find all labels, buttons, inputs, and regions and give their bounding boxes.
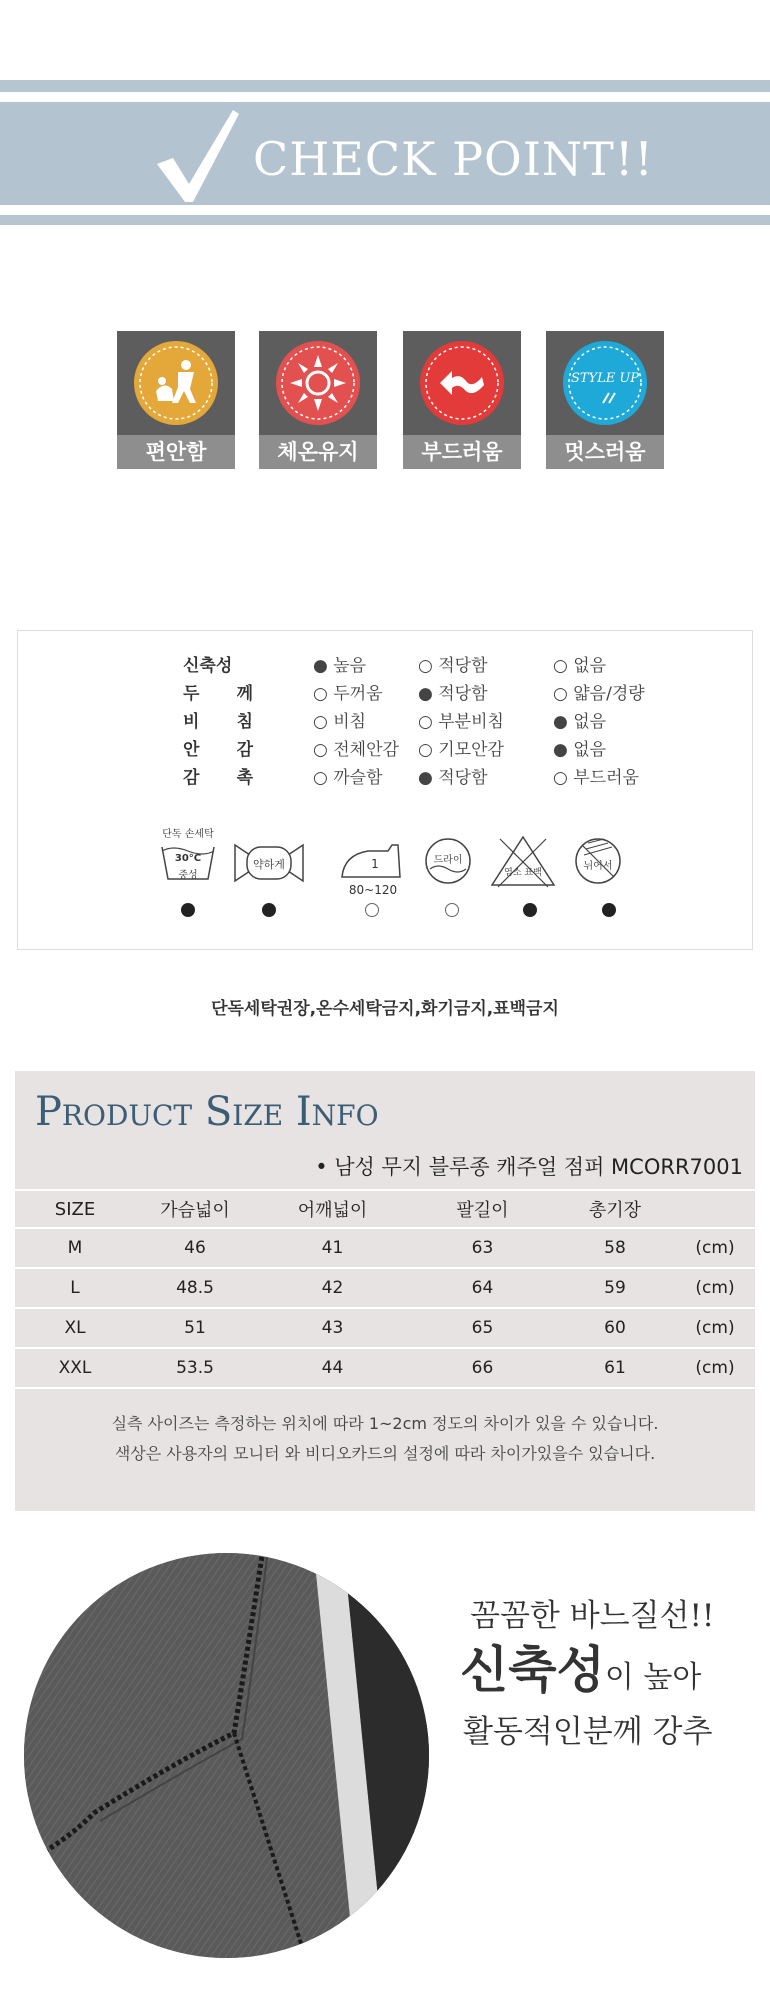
selected-dot-icon: ● xyxy=(418,768,439,788)
badge-warmth xyxy=(259,331,377,469)
table-cell: 66 xyxy=(410,1348,555,1388)
table-cell: 43 xyxy=(255,1308,410,1348)
column-header: 가슴넓이 xyxy=(160,1200,230,1221)
badge-style xyxy=(546,331,664,469)
table-cell: (cm) xyxy=(675,1228,755,1268)
empty-circle-icon: ○ xyxy=(313,684,334,704)
property-option xyxy=(313,763,383,788)
fabric-properties-box xyxy=(17,630,753,950)
size-table-header xyxy=(15,1190,755,1228)
property-option xyxy=(553,651,606,676)
mild-detergent-icon xyxy=(231,831,291,891)
wash-note: 단독세탁권장,온수세탁금지,화기금지,표백금지 xyxy=(211,999,559,1019)
empty-circle-icon: ○ xyxy=(553,684,574,704)
size-info-section xyxy=(15,1071,755,1511)
table-cell: 63 xyxy=(410,1228,555,1268)
care-sub: 중성 xyxy=(178,870,198,881)
option-label: 적당함 xyxy=(438,684,488,704)
care-caption: 약하게 xyxy=(253,858,285,871)
banner-bottom-stripe xyxy=(0,215,770,225)
color-note: 색상은 사용자의 모니터 와 비디오카드의 설정에 따라 차이가있을수 있습니다. xyxy=(114,1444,656,1463)
option-label: 없음 xyxy=(573,740,607,760)
detail-line-3: 활동적인분께 강추 xyxy=(463,1714,713,1750)
care-check-dot xyxy=(523,903,537,917)
table-row xyxy=(15,1268,755,1308)
table-cell: 42 xyxy=(255,1268,410,1308)
style-up-icon xyxy=(563,341,647,425)
table-cell: 53.5 xyxy=(135,1348,255,1388)
option-label: 부드러움 xyxy=(573,768,639,788)
property-label: 안 감 xyxy=(183,740,253,760)
option-label: 얇음/경량 xyxy=(573,684,645,704)
column-header: 어깨넓이 xyxy=(297,1200,368,1221)
property-option xyxy=(553,679,645,704)
product-name: • 남성 무지 블루종 캐주얼 점퍼 MCORR7001 xyxy=(315,1155,743,1179)
table-cell: (cm) xyxy=(675,1308,755,1348)
sun-icon xyxy=(276,341,360,425)
option-label: 없음 xyxy=(573,656,607,676)
option-label: 적당함 xyxy=(438,768,488,788)
property-option xyxy=(418,651,488,676)
wave-arrow-icon xyxy=(420,341,504,425)
table-cell: 51 xyxy=(135,1308,255,1348)
size-note: 실측 사이즈는 측정하는 위치에 따라 1~2cm 정도의 차이가 있을 수 있습니다. xyxy=(111,1414,659,1433)
table-cell: 59 xyxy=(555,1268,675,1308)
badge-softness xyxy=(403,331,521,469)
care-temp: 30°C xyxy=(174,853,202,864)
banner-top-stripe xyxy=(0,80,770,92)
empty-circle-icon: ○ xyxy=(553,656,574,676)
badge-comfort xyxy=(117,331,235,469)
empty-circle-icon: ○ xyxy=(418,740,439,760)
table-cell: 41 xyxy=(255,1228,410,1268)
table-cell: (cm) xyxy=(675,1348,755,1388)
table-cell: 64 xyxy=(410,1268,555,1308)
detail-line-2-rest: 이 높아 xyxy=(604,1660,702,1695)
selected-dot-icon: ● xyxy=(418,684,439,704)
badge-label: 부드러움 xyxy=(403,435,521,469)
care-check-dot xyxy=(365,903,379,917)
option-label: 전체안감 xyxy=(333,740,399,760)
care-check-dot xyxy=(602,903,616,917)
table-row xyxy=(15,1348,755,1388)
property-option xyxy=(418,763,488,788)
table-row xyxy=(15,1228,755,1268)
property-label: 감 촉 xyxy=(183,768,253,788)
empty-circle-icon: ○ xyxy=(313,740,334,760)
property-option xyxy=(313,651,366,676)
size-table xyxy=(15,1189,755,1389)
empty-circle-icon: ○ xyxy=(313,712,334,732)
option-label: 높음 xyxy=(333,656,367,676)
table-row xyxy=(15,1308,755,1348)
care-check-dot xyxy=(445,903,459,917)
option-label: 기모안감 xyxy=(438,740,504,760)
care-caption: 단독 손세탁 xyxy=(162,829,214,840)
property-option xyxy=(553,763,639,788)
column-header xyxy=(675,1190,755,1228)
checkmark-icon xyxy=(155,108,239,204)
dry-icon xyxy=(418,831,478,891)
hand-wash-icon xyxy=(158,831,218,891)
table-cell: (cm) xyxy=(675,1268,755,1308)
property-option xyxy=(418,679,488,704)
style-up-text: STYLE UP xyxy=(570,371,640,386)
table-cell: 48.5 xyxy=(135,1268,255,1308)
no-wring-icon xyxy=(568,831,628,891)
property-label: 두 께 xyxy=(183,684,253,704)
table-cell: XXL xyxy=(15,1348,135,1388)
care-caption: 염소 표백 xyxy=(504,868,542,878)
fabric-detail-photo xyxy=(24,1553,429,1958)
no-bleach-icon xyxy=(488,831,548,891)
detail-highlight: 신축성 xyxy=(460,1640,605,1699)
table-cell: XL xyxy=(15,1308,135,1348)
care-check-dot xyxy=(262,903,276,917)
care-caption: 뉘어서 xyxy=(583,861,613,872)
selected-dot-icon: ● xyxy=(553,740,574,760)
selected-dot-icon: ● xyxy=(313,656,334,676)
badge-label: 체온유지 xyxy=(259,435,377,469)
property-label: 신축성 xyxy=(183,656,233,676)
option-label: 비침 xyxy=(333,712,367,732)
comfort-icon xyxy=(134,341,218,425)
detail-line-1: 꼼꼼한 바느질선!! xyxy=(470,1598,715,1634)
table-cell: 46 xyxy=(135,1228,255,1268)
empty-circle-icon: ○ xyxy=(418,712,439,732)
empty-circle-icon: ○ xyxy=(553,768,574,788)
property-option xyxy=(553,735,606,760)
property-option xyxy=(313,679,383,704)
option-label: 없음 xyxy=(573,712,607,732)
care-sub: 80~120 xyxy=(348,883,398,897)
option-label: 적당함 xyxy=(438,656,488,676)
property-option xyxy=(313,707,366,732)
column-header: 팔길이 xyxy=(456,1200,509,1221)
care-check-dot xyxy=(181,903,195,917)
property-option xyxy=(313,735,399,760)
option-label: 두꺼움 xyxy=(333,684,383,704)
size-info-title: Product Size Info xyxy=(35,1089,379,1135)
selected-dot-icon: ● xyxy=(553,712,574,732)
table-cell: 58 xyxy=(555,1228,675,1268)
care-caption: 1 xyxy=(371,857,379,871)
table-cell: L xyxy=(15,1268,135,1308)
badge-label: 편안함 xyxy=(117,435,235,469)
table-cell: M xyxy=(15,1228,135,1268)
banner-title: CHECK POINT!! xyxy=(253,132,654,186)
empty-circle-icon: ○ xyxy=(418,656,439,676)
option-label: 까슬함 xyxy=(333,768,383,788)
option-label: 부분비침 xyxy=(438,712,504,732)
iron-icon xyxy=(334,831,398,897)
property-option xyxy=(418,707,504,732)
table-cell: 65 xyxy=(410,1308,555,1348)
property-label: 비 침 xyxy=(183,712,253,732)
detail-line-2 xyxy=(460,1630,701,1702)
table-cell: 61 xyxy=(555,1348,675,1388)
empty-circle-icon: ○ xyxy=(313,768,334,788)
care-caption: 드라이 xyxy=(433,855,463,866)
table-cell: 44 xyxy=(255,1348,410,1388)
column-header: SIZE xyxy=(54,1198,96,1220)
column-header: 총기장 xyxy=(588,1200,642,1221)
table-cell: 60 xyxy=(555,1308,675,1348)
property-option xyxy=(418,735,504,760)
property-option xyxy=(553,707,606,732)
badge-label: 멋스러움 xyxy=(546,435,664,469)
